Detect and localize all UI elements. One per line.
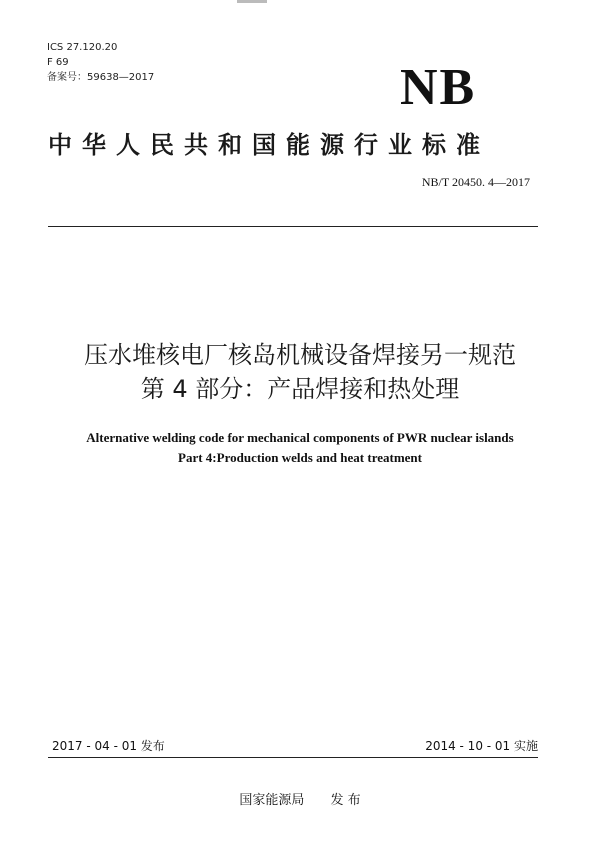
publisher-action: 发 布 bbox=[330, 793, 361, 808]
publisher-name: 国家能源局 bbox=[239, 793, 305, 808]
classification-block bbox=[47, 40, 154, 85]
category-code: F 69 bbox=[47, 57, 69, 68]
ics-code: ICS 27.120.20 bbox=[47, 42, 118, 53]
implementation-date: 2014 - 10 - 01 实施 bbox=[425, 739, 538, 753]
record-number: 备案号：59638—2017 bbox=[47, 72, 155, 83]
publisher-line bbox=[0, 791, 600, 811]
bottom-divider bbox=[48, 757, 538, 758]
organization-title: 中华人民共和国能源行业标准 bbox=[48, 131, 490, 159]
top-divider bbox=[48, 226, 538, 227]
standard-number: NB/T 20450. 4—2017 bbox=[421, 175, 530, 189]
chinese-title-line-1: 压水堆核电厂核岛机械设备焊接另一规范 bbox=[84, 341, 516, 369]
nb-logo: NB bbox=[400, 59, 477, 116]
chinese-title bbox=[0, 338, 600, 406]
chinese-title-line-2: 第 4 部分：产品焊接和热处理 bbox=[140, 375, 460, 403]
english-title-line-1: Alternative welding code for mechanical components of PWR nuclear islands bbox=[86, 430, 514, 445]
issue-date: 2017 - 04 - 01 发布 bbox=[52, 739, 165, 753]
date-row bbox=[48, 736, 538, 756]
english-title-line-2: Part 4:Production welds and heat treatment bbox=[178, 450, 422, 465]
english-title bbox=[0, 428, 600, 468]
scan-mark bbox=[237, 0, 267, 3]
